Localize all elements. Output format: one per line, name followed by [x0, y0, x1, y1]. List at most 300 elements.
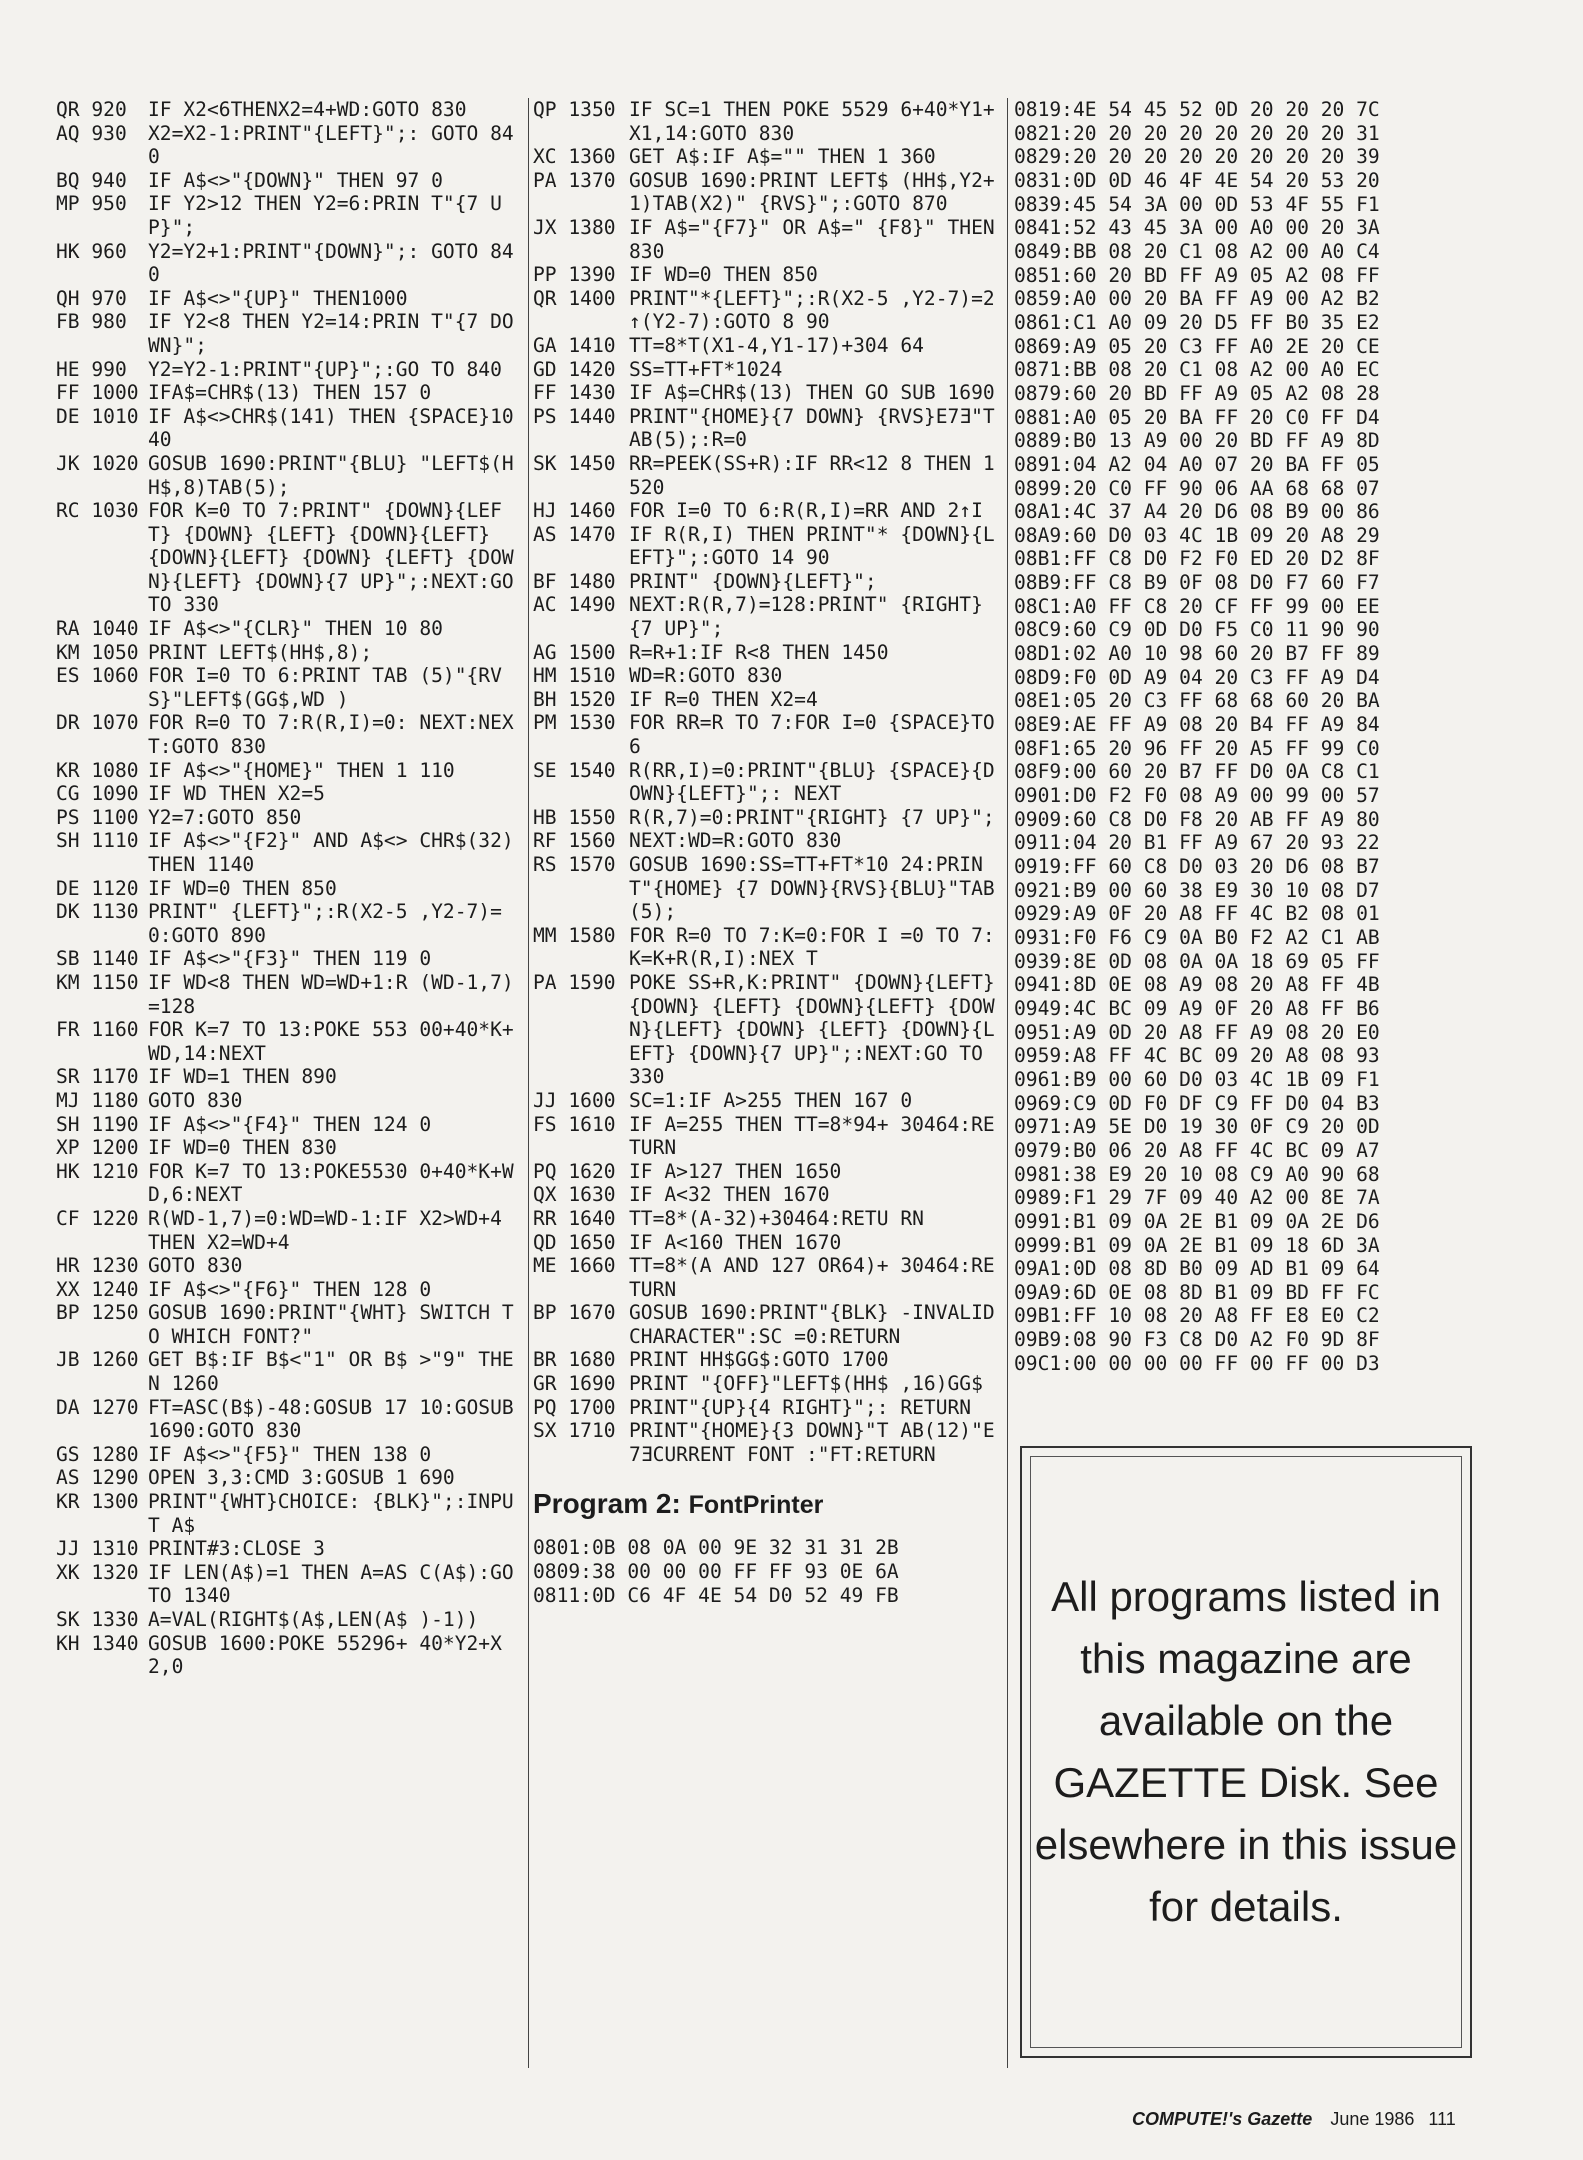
line-code: GOSUB 1690:PRINT"{BLU} "LEFT$(HH$,8)TAB(5);	[148, 451, 514, 499]
line-checksum-number: MP 950	[56, 192, 127, 216]
listing-line	[533, 593, 1001, 640]
line-checksum-number: BR 1680	[533, 1348, 616, 1372]
line-code: IF A<32 THEN 1670	[629, 1183, 830, 1207]
footer-publication: COMPUTE!'s Gazette	[1132, 2109, 1313, 2129]
line-code: GOSUB 1600:POKE 55296+ 40*Y2+X2,0	[148, 1631, 502, 1679]
hex-line: 0969:C9 0D F0 DF C9 FF D0 04 B3	[1014, 1091, 1380, 1115]
hex-line: 0991:B1 09 0A 2E B1 09 0A 2E D6	[1014, 1209, 1380, 1233]
line-checksum-number: PA 1590	[533, 970, 616, 994]
hex-line: 0989:F1 29 7F 09 40 A2 00 8E 7A	[1014, 1186, 1380, 1210]
line-checksum-number: AQ 930	[56, 121, 127, 145]
hex-line: 0929:A9 0F 20 A8 FF 4C B2 08 01	[1014, 902, 1380, 926]
line-code: IF WD<8 THEN WD=WD+1:R (WD-1,7)=128	[148, 970, 514, 1018]
listing-line	[533, 1089, 1001, 1113]
line-code: IF R(R,I) THEN PRINT"* {DOWN}{LEFT}";:GOTO 14 90	[629, 522, 995, 570]
line-checksum-number: GD 1420	[533, 357, 616, 381]
hex-line: 08F9:00 60 20 B7 FF D0 0A C8 C1	[1014, 760, 1380, 784]
line-code: IF A$<>"{DOWN}" THEN 97 0	[148, 168, 443, 192]
hex-line: 09C1:00 00 00 00 FF 00 FF 00 D3	[1014, 1351, 1380, 1375]
listing-line	[56, 759, 518, 783]
line-checksum-number: SK 1450	[533, 451, 616, 475]
line-checksum-number: ME 1660	[533, 1254, 616, 1278]
hex-line: 0831:0D 0D 46 4F 4E 54 20 53 20	[1014, 168, 1380, 192]
listing-line	[56, 287, 518, 311]
line-code: IF Y2>12 THEN Y2=6:PRIN T"{7 UP}";	[148, 192, 502, 239]
hex-line: 0949:4C BC 09 A9 0F 20 A8 FF B6	[1014, 996, 1380, 1020]
line-checksum-number: SE 1540	[533, 758, 616, 782]
line-code: IF Y2<8 THEN Y2=14:PRIN T"{7 DOWN}";	[148, 310, 514, 357]
line-code: IF X2<6THENX2=4+WD:GOTO 830	[148, 98, 467, 121]
line-code: A=VAL(RIGHT$(A$,LEN(A$ )-1))	[148, 1608, 479, 1631]
line-code: IF A$<>CHR$(141) THEN {SPACE}1040	[148, 404, 514, 452]
listing-line	[533, 970, 1007, 1089]
line-code: IF A=255 THEN TT=8*94+ 30464:RETURN	[629, 1112, 995, 1160]
line-code: FOR K=7 TO 13:POKE5530 0+40*K+WD,6:NEXT	[148, 1159, 514, 1207]
hex-line: 0919:FF 60 C8 D0 03 20 D6 08 B7	[1014, 855, 1380, 878]
listing-line	[56, 947, 518, 971]
hex-line: 0801:0B 08 0A 00 9E 32 31 31 2B	[533, 1536, 899, 1560]
listing-column-2-basic	[533, 98, 1007, 1466]
listing-line	[533, 570, 1001, 594]
line-checksum-number: AS 1470	[533, 522, 616, 546]
line-code: TT=8*(A-32)+30464:RETU RN	[629, 1206, 924, 1230]
listing-line	[533, 1254, 1001, 1301]
line-checksum-number: GR 1690	[533, 1372, 616, 1396]
line-code: PRINT"{WHT}CHOICE: {BLK}";:INPUT A$	[148, 1490, 514, 1537]
line-checksum-number: JJ 1600	[533, 1088, 616, 1112]
hex-line: 0861:C1 A0 09 20 D5 FF B0 35 E2	[1014, 310, 1380, 334]
listing-line	[533, 1419, 1001, 1466]
line-checksum-number: XK 1320	[56, 1560, 139, 1584]
listing-line	[56, 1089, 518, 1113]
line-code: NEXT:R(R,7)=128:PRINT" {RIGHT}{7 UP}";	[629, 593, 983, 641]
line-code: IF WD=0 THEN 850	[629, 263, 818, 287]
hex-line: 0879:60 20 BD FF A9 05 A2 08 28	[1014, 381, 1380, 405]
line-checksum-number: BP 1670	[533, 1301, 616, 1325]
listing-line	[533, 1231, 1001, 1255]
line-checksum-number: QX 1630	[533, 1183, 616, 1207]
line-checksum-number: GA 1410	[533, 333, 616, 357]
listing-line	[533, 759, 1001, 806]
listing-line	[56, 192, 518, 239]
line-checksum-number: XC 1360	[533, 145, 616, 169]
line-checksum-number: QR 920	[56, 98, 127, 121]
line-checksum-number: HE 990	[56, 357, 127, 381]
line-code: GOSUB 1690:PRINT"{BLK} -INVALID CHARACTER":SC =0:RETURN	[629, 1301, 1007, 1348]
hex-line: 0859:A0 00 20 BA FF A9 00 A2 B2	[1014, 287, 1380, 311]
listing-line	[533, 853, 1007, 924]
listing-line	[56, 358, 518, 382]
line-code: FOR RR=R TO 7:FOR I=0 {SPACE}TO 6	[629, 711, 1007, 759]
line-checksum-number: JX 1380	[533, 215, 616, 239]
line-checksum-number: PS 1100	[56, 805, 139, 829]
listing-column-3	[1014, 98, 1454, 1375]
program-2-title: Program 2:	[533, 1488, 681, 1520]
hex-line: 0941:8D 0E 08 A9 08 20 A8 FF 4B	[1014, 973, 1380, 997]
line-checksum-number: FF 1430	[533, 381, 616, 405]
hex-line: 09B1:FF 10 08 20 A8 FF E8 E0 C2	[1014, 1304, 1380, 1328]
line-code: IF WD=0 THEN 830	[148, 1136, 337, 1160]
listing-line	[533, 381, 1001, 405]
listing-line	[533, 1372, 1001, 1396]
line-checksum-number: QP 1350	[533, 98, 616, 121]
hex-line: 0909:60 C8 D0 F8 20 AB FF A9 80	[1014, 807, 1380, 831]
listing-line	[56, 617, 518, 641]
line-code: R=R+1:IF R<8 THEN 1450	[629, 640, 889, 664]
footer-date: June 1986	[1330, 2109, 1415, 2129]
line-code: OPEN 3,3:CMD 3:GOSUB 1 690	[148, 1466, 455, 1490]
line-checksum-number: RR 1640	[533, 1206, 616, 1230]
line-checksum-number: RC 1030	[56, 499, 139, 523]
line-checksum-number: QD 1650	[533, 1230, 616, 1254]
hex-line: 09A9:6D 0E 08 8D B1 09 BD FF FC	[1014, 1280, 1380, 1304]
line-checksum-number: DE 1010	[56, 404, 139, 428]
listing-line	[533, 263, 1001, 287]
listing-line	[56, 381, 518, 405]
hex-line: 0851:60 20 BD FF A9 05 A2 08 FF	[1014, 263, 1380, 287]
line-code: POKE SS+R,K:PRINT" {DOWN}{LEFT} {DOWN} {LEFT} {DOWN}{LEFT} {DOWN}{LEFT} {DOWN} {LEFT} {DOWN}{LEFT} {DOWN}{7 UP}";:NEXT:GO TO 330	[629, 970, 1007, 1089]
listing-line	[533, 1396, 1001, 1420]
notice-text: All programs listed in this magazine are available on the GAZETTE Disk. See elsewhere in this issue for details.	[1034, 1573, 1458, 1930]
listing-line	[533, 924, 1001, 971]
listing-line	[533, 452, 1001, 499]
hex-line: 0881:A0 05 20 BA FF 20 C0 FF D4	[1014, 405, 1380, 429]
listing-line	[533, 1183, 1001, 1207]
listing-line	[533, 711, 1007, 759]
line-code: IF A$<>"{CLR}" THEN 10 80	[148, 617, 443, 641]
hex-line: 0971:A9 5E D0 19 30 0F C9 20 0D	[1014, 1115, 1380, 1139]
line-checksum-number: PA 1370	[533, 168, 616, 192]
line-code: PRINT#3:CLOSE 3	[148, 1537, 325, 1561]
hex-line: 08C1:A0 FF C8 20 CF FF 99 00 EE	[1014, 594, 1380, 618]
listing-line	[533, 405, 1001, 452]
line-code: IF A$=CHR$(13) THEN GO SUB 1690	[629, 381, 995, 405]
hex-line: 08F1:65 20 96 FF 20 A5 FF 99 C0	[1014, 736, 1380, 760]
hex-line: 0821:20 20 20 20 20 20 20 20 31	[1014, 121, 1380, 145]
line-code: PRINT "{OFF}"LEFT$(HH$ ,16)GG$	[629, 1372, 983, 1396]
hex-line: 08D9:F0 0D A9 04 20 C3 FF A9 D4	[1014, 665, 1380, 689]
line-code: TT=8*(A AND 127 OR64)+ 30464:RETURN	[629, 1254, 995, 1301]
line-code: FOR K=7 TO 13:POKE 553 00+40*K+WD,14:NEXT	[148, 1018, 514, 1065]
line-checksum-number: JK 1020	[56, 451, 139, 475]
line-checksum-number: DK 1130	[56, 900, 139, 924]
line-checksum-number: ES 1060	[56, 664, 139, 688]
line-code: IF R=0 THEN X2=4	[629, 687, 818, 711]
line-code: GET B$:IF B$<"1" OR B$ >"9" THEN 1260	[148, 1348, 514, 1396]
listing-line	[56, 1348, 518, 1395]
listing-line	[533, 1160, 1001, 1184]
line-checksum-number: JB 1260	[56, 1348, 139, 1372]
line-checksum-number: XP 1200	[56, 1136, 139, 1160]
listing-line	[533, 334, 1001, 358]
hex-line: 0911:04 20 B1 FF A9 67 20 93 22	[1014, 831, 1380, 855]
line-code: SS=TT+FT*1024	[629, 357, 783, 381]
listing-line	[533, 145, 1001, 169]
listing-line	[56, 641, 518, 665]
line-code: IF A$<>"{UP}" THEN1000	[148, 286, 408, 310]
line-checksum-number: MJ 1180	[56, 1088, 139, 1112]
line-code: PRINT HH$GG$:GOTO 1700	[629, 1348, 889, 1372]
line-checksum-number: DR 1070	[56, 711, 139, 735]
line-checksum-number: QH 970	[56, 286, 127, 310]
listing-line	[56, 1018, 518, 1065]
listing-line	[56, 1466, 518, 1490]
line-checksum-number: SR 1170	[56, 1065, 139, 1089]
listing-line	[56, 782, 518, 806]
hex-line: 08A9:60 D0 03 4C 1B 09 20 A8 29	[1014, 523, 1380, 547]
line-code: IF A$<>"{F2}" AND A$<> CHR$(32) THEN 1140	[148, 829, 526, 876]
hex-line: 08C9:60 C9 0D D0 F5 C0 11 90 90	[1014, 618, 1380, 642]
line-code: IF A$="{F7}" OR A$=" {F8}" THEN 830	[629, 215, 1007, 263]
line-code: GET A$:IF A$="" THEN 1 360	[629, 145, 936, 169]
hex-line: 08D1:02 A0 10 98 60 20 B7 FF 89	[1014, 642, 1380, 666]
hex-line: 0839:45 54 3A 00 0D 53 4F 55 F1	[1014, 192, 1380, 216]
listing-line	[56, 169, 518, 193]
column-divider-1	[528, 98, 529, 2068]
line-checksum-number: AG 1500	[533, 640, 616, 664]
hex-line: 08A1:4C 37 A4 20 D6 08 B9 00 86	[1014, 500, 1380, 524]
listing-line	[56, 1537, 518, 1561]
line-checksum-number: RA 1040	[56, 617, 139, 641]
line-code: PRINT"{HOME}{7 DOWN} {RVS}E7Ǝ"TAB(5);:R=0	[629, 404, 995, 452]
hex-line: 09B9:08 90 F3 C8 D0 A2 F0 9D 8F	[1014, 1328, 1380, 1352]
line-checksum-number: HB 1550	[533, 805, 616, 829]
line-checksum-number: XX 1240	[56, 1277, 139, 1301]
line-checksum-number: KM 1150	[56, 970, 139, 994]
line-checksum-number: FR 1160	[56, 1018, 139, 1042]
listing-line	[56, 806, 518, 830]
line-code: PRINT"{HOME}{3 DOWN}"T AB(12)"E7ƎCURRENT FONT :"FT:RETURN	[629, 1419, 995, 1466]
line-checksum-number: BP 1250	[56, 1301, 139, 1325]
line-code: PRINT" {LEFT}";:R(X2-5 ,Y2-7)=0:GOTO 890	[148, 900, 502, 947]
gazette-disk-notice	[1020, 1446, 1472, 2058]
listing-line	[56, 1136, 518, 1160]
line-code: IF SC=1 THEN POKE 5529 6+40*Y1+X1,14:GOTO 830	[629, 98, 995, 145]
listing-line	[56, 452, 518, 499]
line-checksum-number: FS 1610	[533, 1112, 616, 1136]
line-code: Y2=7:GOTO 850	[148, 805, 302, 829]
hex-line: 09A1:0D 08 8D B0 09 AD B1 09 64	[1014, 1257, 1380, 1281]
listing-line	[533, 98, 1001, 145]
line-checksum-number: AS 1290	[56, 1466, 139, 1490]
listing-line	[56, 405, 518, 452]
line-checksum-number: MM 1580	[533, 923, 616, 947]
line-checksum-number: HR 1230	[56, 1254, 139, 1278]
listing-line	[56, 1065, 518, 1089]
line-code: FOR K=0 TO 7:PRINT" {DOWN}{LEFT} {DOWN} {LEFT} {DOWN}{LEFT} {DOWN}{LEFT} {DOWN} {LEFT} {DOWN}{LEFT} {DOWN}{7 UP}";:NEXT:GO TO 330	[148, 499, 526, 617]
listing-line	[533, 523, 1001, 570]
line-checksum-number: SH 1190	[56, 1112, 139, 1136]
listing-line	[56, 1490, 518, 1537]
line-code: FOR I=0 TO 6:PRINT TAB (5)"{RVS}"LEFT$(GG$,WD )	[148, 664, 502, 711]
listing-line	[56, 499, 526, 617]
footer-page-number: 111	[1428, 2109, 1456, 2129]
listing-column-2	[533, 98, 1007, 1607]
line-checksum-number: CG 1090	[56, 782, 139, 806]
line-code: GOSUB 1690:PRINT"{WHT} SWITCH TO WHICH FONT?"	[148, 1301, 514, 1348]
hex-line: 0901:D0 F2 F0 08 A9 00 99 00 57	[1014, 784, 1380, 808]
hex-line: 0979:B0 06 20 A8 FF 4C BC 09 A7	[1014, 1138, 1380, 1162]
line-checksum-number: GS 1280	[56, 1442, 139, 1466]
line-code: PRINT LEFT$(HH$,8);	[148, 640, 373, 664]
listing-line	[56, 971, 518, 1018]
listing-line	[56, 1395, 526, 1443]
listing-line	[56, 1278, 518, 1302]
listing-line	[533, 358, 1001, 382]
line-code: FOR I=0 TO 6:R(R,I)=RR AND 2↑I	[629, 499, 983, 523]
hex-line: 0961:B9 00 60 D0 03 4C 1B 09 F1	[1014, 1067, 1380, 1091]
line-code: PRINT"{UP}{4 RIGHT}";: RETURN	[629, 1395, 972, 1419]
line-checksum-number: FF 1000	[56, 381, 139, 405]
listing-line	[533, 1207, 1001, 1231]
line-checksum-number: KR 1080	[56, 758, 139, 782]
listing-line	[56, 240, 518, 287]
hex-line: 0829:20 20 20 20 20 20 20 20 39	[1014, 145, 1380, 169]
listing-line	[56, 1632, 518, 1679]
line-checksum-number: AC 1490	[533, 593, 616, 617]
listing-line	[533, 287, 1001, 334]
line-code: PRINT"*{LEFT}";:R(X2-5 ,Y2-7)=2↑(Y2-7):GOTO 8 90	[629, 286, 995, 334]
line-code: SC=1:IF A>255 THEN 167 0	[629, 1088, 913, 1112]
line-code: RR=PEEK(SS+R):IF RR<12 8 THEN 1520	[629, 451, 995, 499]
line-code: FOR R=0 TO 7:K=0:FOR I =0 TO 7:K=K+R(R,I):NEX T	[629, 923, 995, 971]
line-checksum-number: PQ 1620	[533, 1159, 616, 1183]
line-code: R(WD-1,7)=0:WD=WD-1:IF X2>WD+4 THEN X2=WD+4	[148, 1206, 514, 1254]
line-checksum-number: PS 1440	[533, 404, 616, 428]
line-checksum-number: DA 1270	[56, 1395, 139, 1419]
hex-line: 0819:4E 54 45 52 0D 20 20 20 7C	[1014, 98, 1380, 121]
hex-line: 08B9:FF C8 B9 0F 08 D0 F7 60 F7	[1014, 571, 1380, 595]
listing-column-1	[56, 98, 526, 1679]
line-code: IF WD=1 THEN 890	[148, 1065, 337, 1089]
line-checksum-number: KH 1340	[56, 1631, 139, 1655]
line-code: IF WD=0 THEN 850	[148, 876, 337, 900]
line-checksum-number: HJ 1460	[533, 499, 616, 523]
line-checksum-number: KR 1300	[56, 1490, 139, 1514]
line-checksum-number: PQ 1700	[533, 1395, 616, 1419]
line-code: IF A>127 THEN 1650	[629, 1159, 842, 1183]
listing-line	[56, 664, 518, 711]
listing-line	[56, 98, 518, 122]
listing-line	[56, 310, 518, 357]
hex-line: 0959:A8 FF 4C BC 09 20 A8 08 93	[1014, 1044, 1380, 1068]
line-checksum-number: DE 1120	[56, 876, 139, 900]
hex-line: 0811:0D C6 4F 4E 54 D0 52 49 FB	[533, 1583, 899, 1607]
listing-line	[56, 1160, 518, 1207]
listing-line	[56, 1301, 518, 1348]
line-code: IF A$<>"{F4}" THEN 124 0	[148, 1112, 432, 1136]
line-code: PRINT" {DOWN}{LEFT}";	[629, 569, 877, 593]
line-code: R(RR,I)=0:PRINT"{BLU} {SPACE}{DOWN}{LEFT}";: NEXT	[629, 758, 995, 806]
listing-line	[56, 1113, 518, 1137]
hex-line: 0869:A9 05 20 C3 FF A0 2E 20 CE	[1014, 334, 1380, 358]
line-checksum-number: HK 1210	[56, 1159, 139, 1183]
hex-line: 0809:38 00 00 00 FF FF 93 0E 6A	[533, 1560, 899, 1584]
line-code: IF A$<>"{F5}" THEN 138 0	[148, 1442, 432, 1466]
hex-line: 0849:BB 08 20 C1 08 A2 00 A0 C4	[1014, 239, 1380, 263]
hex-line: 0981:38 E9 20 10 08 C9 A0 90 68	[1014, 1162, 1380, 1186]
line-code: IF A$<>"{F6}" THEN 128 0	[148, 1277, 432, 1301]
hex-line: 0931:F0 F6 C9 0A B0 F2 A2 C1 AB	[1014, 925, 1380, 949]
listing-line	[533, 806, 1001, 830]
hex-line: 0841:52 43 45 3A 00 A0 00 20 3A	[1014, 216, 1380, 240]
listing-line	[533, 1301, 1007, 1348]
line-code: Y2=Y2-1:PRINT"{UP}";:GO TO 840	[148, 357, 502, 381]
hex-line: 0951:A9 0D 20 A8 FF A9 08 20 E0	[1014, 1020, 1380, 1044]
line-code: IFA$=CHR$(13) THEN 157 0	[148, 381, 432, 405]
line-code: IF A<160 THEN 1670	[629, 1230, 842, 1254]
listing-line	[533, 829, 1001, 853]
line-code: NEXT:WD=R:GOTO 830	[629, 829, 842, 853]
listing-line	[533, 169, 1001, 216]
line-checksum-number: BF 1480	[533, 569, 616, 593]
listing-line	[533, 1348, 1001, 1372]
line-checksum-number: CF 1220	[56, 1206, 139, 1230]
line-code: X2=X2-1:PRINT"{LEFT}";: GOTO 840	[148, 121, 514, 169]
line-code: IF A$<>"{F3}" THEN 119 0	[148, 947, 432, 971]
line-code: FOR R=0 TO 7:R(R,I)=0: NEXT:NEXT:GOTO 830	[148, 711, 514, 759]
listing-line	[533, 1113, 1001, 1160]
page-footer	[1132, 2109, 1532, 2130]
listing-line	[56, 900, 518, 947]
line-checksum-number: FB 980	[56, 310, 127, 334]
program-2-subtitle: FontPrinter	[688, 1491, 824, 1520]
hex-line: 0889:B0 13 A9 00 20 BD FF A9 8D	[1014, 429, 1380, 453]
line-checksum-number: QR 1400	[533, 286, 616, 310]
hex-line: 0921:B9 00 60 38 E9 30 10 08 D7	[1014, 878, 1380, 902]
listing-line	[56, 1254, 518, 1278]
line-code: IF LEN(A$)=1 THEN A=AS C(A$):GOTO 1340	[148, 1560, 514, 1608]
listing-line	[56, 1207, 518, 1254]
line-checksum-number: SK 1330	[56, 1608, 139, 1631]
listing-line	[56, 1443, 518, 1467]
line-code: GOTO 830	[148, 1254, 243, 1278]
line-checksum-number: SH 1110	[56, 829, 139, 853]
line-checksum-number: BH 1520	[533, 687, 616, 711]
hex-line: 08E1:05 20 C3 FF 68 68 60 20 BA	[1014, 689, 1380, 713]
listing-line	[533, 688, 1001, 712]
listing-line	[56, 877, 518, 901]
listing-line	[56, 829, 526, 876]
line-checksum-number: HK 960	[56, 239, 127, 263]
line-code: FT=ASC(B$)-48:GOSUB 17 10:GOSUB 1690:GOTO 830	[148, 1395, 526, 1443]
hex-line: 0939:8E 0D 08 0A 0A 18 69 05 FF	[1014, 949, 1380, 973]
hex-line: 08B1:FF C8 D0 F2 F0 ED 20 D2 8F	[1014, 547, 1380, 571]
line-checksum-number: PM 1530	[533, 711, 616, 735]
listing-line	[56, 711, 518, 758]
line-code: TT=8*T(X1-4,Y1-17)+304 64	[629, 333, 924, 357]
listing-line	[56, 1608, 518, 1632]
line-checksum-number: HM 1510	[533, 664, 616, 688]
line-code: GOSUB 1690:PRINT LEFT$ (HH$,Y2+1)TAB(X2)" {RVS}";:GOTO 870	[629, 168, 995, 216]
hex-line: 0899:20 C0 FF 90 06 AA 68 68 07	[1014, 476, 1380, 500]
line-code: Y2=Y2+1:PRINT"{DOWN}";: GOTO 840	[148, 239, 514, 287]
listing-line	[533, 664, 1001, 688]
line-code: IF A$<>"{HOME}" THEN 1 110	[148, 758, 455, 782]
line-checksum-number: SX 1710	[533, 1419, 616, 1443]
line-code: GOSUB 1690:SS=TT+FT*10 24:PRINT"{HOME} {7 DOWN}{RVS}{BLU}"TAB (5);	[629, 853, 1007, 924]
listing-line	[533, 215, 1007, 263]
column-divider-2	[1007, 98, 1008, 2068]
hex-line: 08E9:AE FF A9 08 20 B4 FF A9 84	[1014, 713, 1380, 737]
hex-line: 0891:04 A2 04 A0 07 20 BA FF 05	[1014, 452, 1380, 476]
line-checksum-number: PP 1390	[533, 263, 616, 287]
line-checksum-number: JJ 1310	[56, 1537, 139, 1561]
listing-line	[533, 499, 1001, 523]
hex-line: 0871:BB 08 20 C1 08 A2 00 A0 EC	[1014, 358, 1380, 382]
line-code: IF WD THEN X2=5	[148, 782, 325, 806]
line-checksum-number: SB 1140	[56, 947, 139, 971]
